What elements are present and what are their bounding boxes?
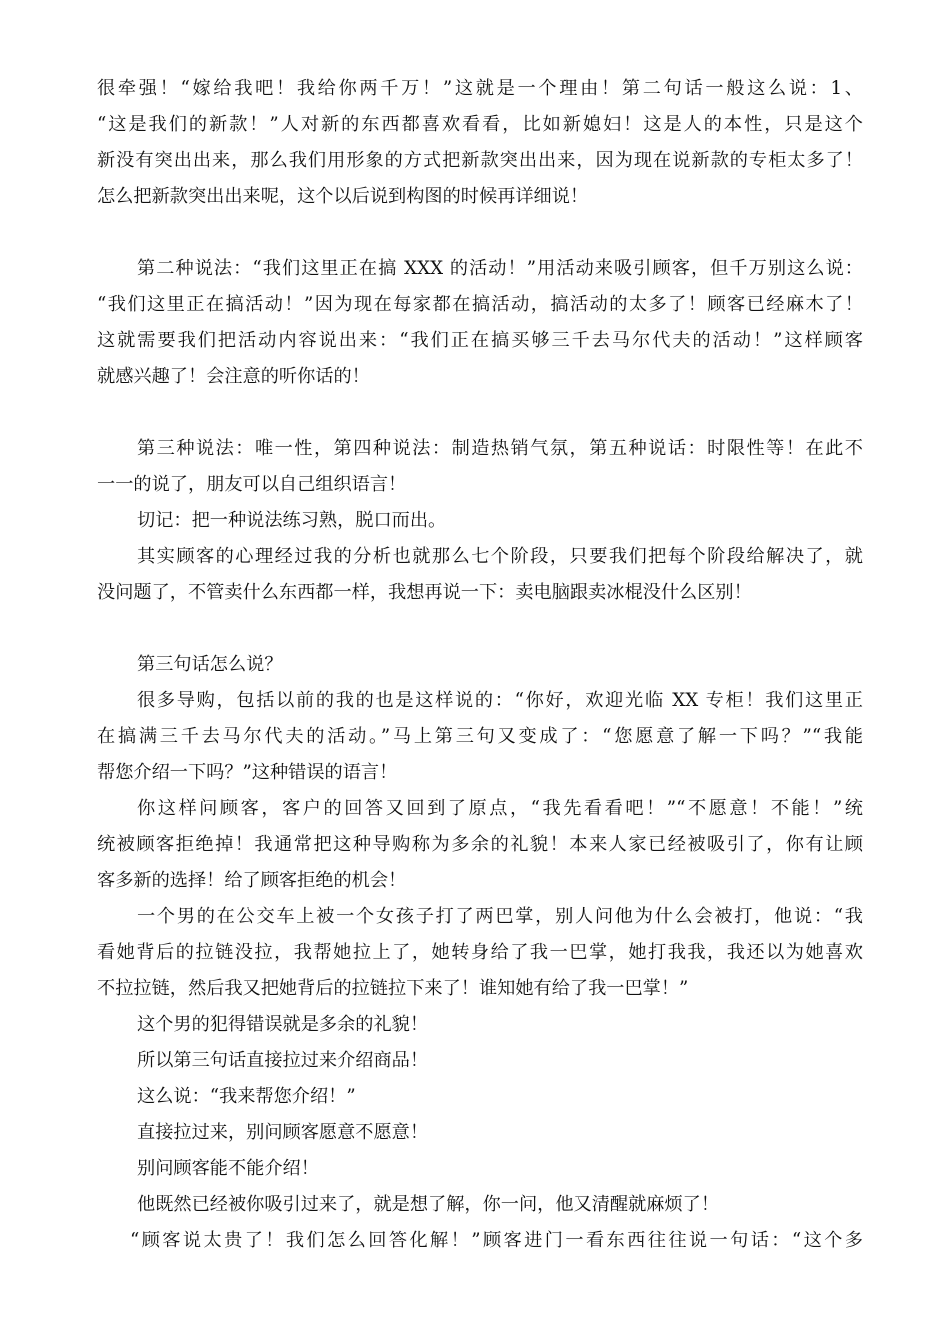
paragraph-line: “这是我们的新款！”人对新的东西都喜欢看看，比如新媳妇！这是人的本性，只是这个 [97,114,863,135]
paragraph-line: 看她背后的拉链没拉，我帮她拉上了，她转身给了我一巴掌，她打我我，我还以为她喜欢 [97,942,863,963]
paragraph-line: 没问题了，不管卖什么东西都一样，我想再说一下：卖电脑跟卖冰棍没什么区别！ [97,582,752,603]
paragraph-line: 很牵强！“嫁给我吧！我给你两千万！”这就是一个理由！第二句话一般这么说：1、 [97,78,863,99]
paragraph-line: 第三种说法：唯一性，第四种说法：制造热销气氛，第五种说话：时限性等！在此不 [137,438,863,459]
paragraph-line: 不拉拉链，然后我又把她背后的拉链拉下来了！谁知她有给了我一巴掌！” [97,978,689,999]
paragraph-line: 其实顾客的心理经过我的分析也就那么七个阶段，只要我们把每个阶段给解决了，就 [137,546,863,567]
paragraph-line: 他既然已经被你吸引过来了，就是想了解，你一问，他又清醒就麻烦了！ [137,1194,720,1215]
paragraph-line: 很多导购，包括以前的我的也是这样说的：“你好，欢迎光临 XX 专柜！我们这里正 [137,690,863,711]
paragraph-line: 切记：把一种说法练习熟，脱口而出。 [137,510,447,531]
paragraph-line: 这么说：“我来帮您介绍！” [137,1086,356,1107]
paragraph-line: 统被顾客拒绝掉！我通常把这种导购称为多余的礼貌！本来人家已经被吸引了，你有让顾 [97,834,863,855]
section-heading: 第三句话怎么说？ [137,654,283,675]
paragraph-line: 别问顾客能不能介绍！ [137,1158,319,1179]
paragraph-line: 怎么把新款突出出来呢，这个以后说到构图的时候再详细说！ [97,186,589,207]
paragraph-line: 这个男的犯得错误就是多余的礼貌！ [137,1014,429,1035]
paragraph-line: 在搞满三千去马尔代夫的活动。”马上第三句又变成了：“您愿意了解一下吗？”“我能 [97,726,863,747]
paragraph-line: 就感兴趣了！会注意的听你话的！ [97,366,370,387]
paragraph-line: 直接拉过来，别问顾客愿意不愿意！ [137,1122,429,1143]
paragraph-line: 一个男的在公交车上被一个女孩子打了两巴掌，别人问他为什么会被打，他说：“我 [137,906,863,927]
paragraph-line: “顾客说太贵了！我们怎么回答化解！”顾客进门一看东西往往说一句话：“这个多 [130,1230,863,1251]
paragraph-line: 所以第三句话直接拉过来介绍商品！ [137,1050,429,1071]
paragraph-line: 帮您介绍一下吗？”这种错误的语言！ [97,762,398,783]
paragraph-line: 这就需要我们把活动内容说出来：“我们正在搞买够三千去马尔代夫的活动！”这样顾客 [97,330,863,351]
paragraph-line: 第二种说法：“我们这里正在搞 XXX 的活动！”用活动来吸引顾客，但千万别这么说： [137,258,863,279]
paragraph-line: 一一的说了，朋友可以自己组织语言！ [97,474,407,495]
paragraph-line: 新没有突出出来，那么我们用形象的方式把新款突出出来，因为现在说新款的专柜太多了！ [97,150,863,171]
paragraph-line: 客多新的选择！给了顾客拒绝的机会！ [97,870,407,891]
paragraph-line: 你这样问顾客，客户的回答又回到了原点，“我先看看吧！”“不愿意！不能！”统 [137,798,863,819]
paragraph-line: “我们这里正在搞活动！”因为现在每家都在搞活动，搞活动的太多了！顾客已经麻木了！ [97,294,863,315]
